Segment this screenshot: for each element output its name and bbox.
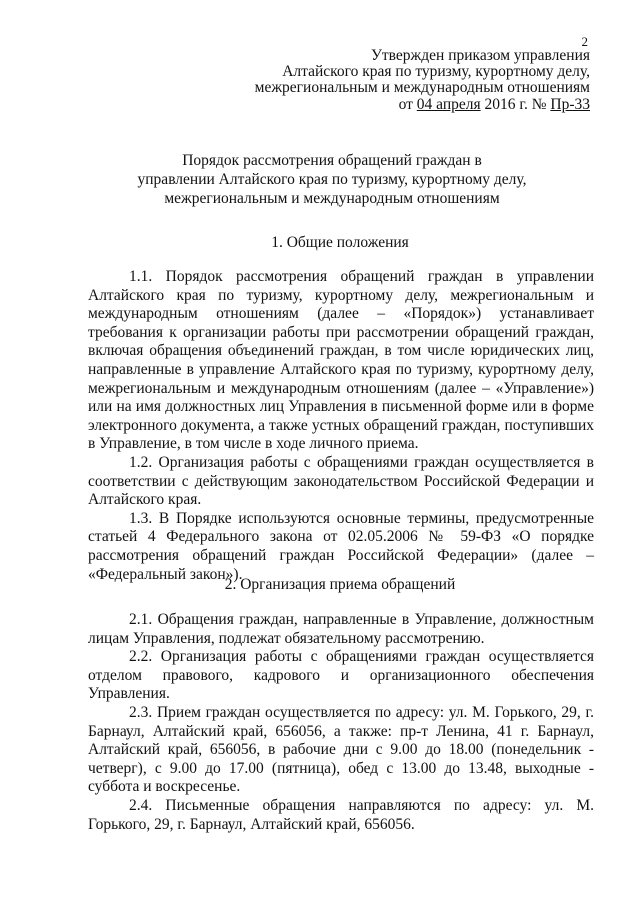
- page-number: 2: [581, 34, 588, 49]
- paragraph-2-1: 2.1. Обращения граждан, направленные в Управление, должностным лицам Управления, подлежат обязательному рассмотрению.: [88, 611, 594, 647]
- paragraph-2-4: 2.4. Письменные обращения направляются по адресу: ул. М. Горького, 29, г. Барнаул, Алтайский край, 656056.: [88, 796, 594, 833]
- paragraph-2-2: 2.2. Организация работы с обращениями граждан осуществляется отделом правового, кадрового и организационного обеспечения Управления.: [88, 648, 594, 703]
- title-line-2: управлении Алтайского края по туризму, курортному делу,: [137, 171, 527, 188]
- title-line-3: межрегиональным и международным отношениям: [164, 190, 500, 207]
- paragraph-1-3: 1.3. В Порядке используются основные термины, предусмотренные статьей 4 Федерального закона от 02.05.2006 № 59-ФЗ «О порядке рассмотрения обращений граждан Российской Федерации» (далее – «Федеральный закон»).: [88, 509, 594, 583]
- approval-order-number: Пр-33: [550, 95, 590, 113]
- section-1-heading: 1. Общие положения: [271, 234, 409, 251]
- section-2-body: [88, 611, 594, 834]
- approval-year: 2016 г. №: [480, 95, 551, 113]
- paragraph-1-2: 1.2. Организация работы с обращениями граждан осуществляется в соответствии с действующим законодательством Российской Федерации и Алтайского края.: [88, 453, 594, 509]
- paragraph-1-1: 1.1. Порядок рассмотрения обращений граждан в управлении Алтайского края по туризму, курортному делу, межрегиональным и международным отношениям (далее – «Порядок») устанавливает требования к организации работы при рассмотрении обращений граждан, включая обращения объединений граждан, в том числе юридических лиц, направленные в управление Алтайского края по туризму, курортному делу, межрегиональным и международным отношениям (далее – «Управление») или на имя должностных лиц Управления в письменной форме или в форме электронного документа, а также устных обращений граждан, поступивших в Управление, в том числе в ходе личного приема.: [88, 268, 594, 453]
- approval-date-prefix: от: [398, 95, 417, 113]
- document-title: [110, 151, 554, 208]
- approval-date: 04 апреля: [416, 95, 481, 113]
- approval-block: [170, 48, 590, 113]
- approval-line-3: межрегиональным и международным отношениям: [254, 79, 590, 97]
- title-line-1: Порядок рассмотрения обращений граждан в: [182, 152, 482, 169]
- section-2-heading: 2. Организация приема обращений: [224, 576, 456, 593]
- paragraph-2-3: 2.3. Прием граждан осуществляется по адресу: ул. М. Горького, 29, г. Барнаул, Алтайский край, 656056, а также: пр-т Ленина, 41 г. Барнаул, Алтайский край, 656056, в рабочие дни с 9.00 до 18.00 (понедельник - четверг), с 9.00 до 17.00 (пятница), обед с 13.00 до 13.48, выходные - суббота и воскресенье.: [88, 703, 594, 796]
- approval-date-line: [170, 97, 590, 113]
- approval-line-2: Алтайского края по туризму, курортному делу,: [282, 63, 590, 81]
- section-1-body: [88, 268, 594, 584]
- approval-line-1: Утвержден приказом управления: [370, 47, 590, 64]
